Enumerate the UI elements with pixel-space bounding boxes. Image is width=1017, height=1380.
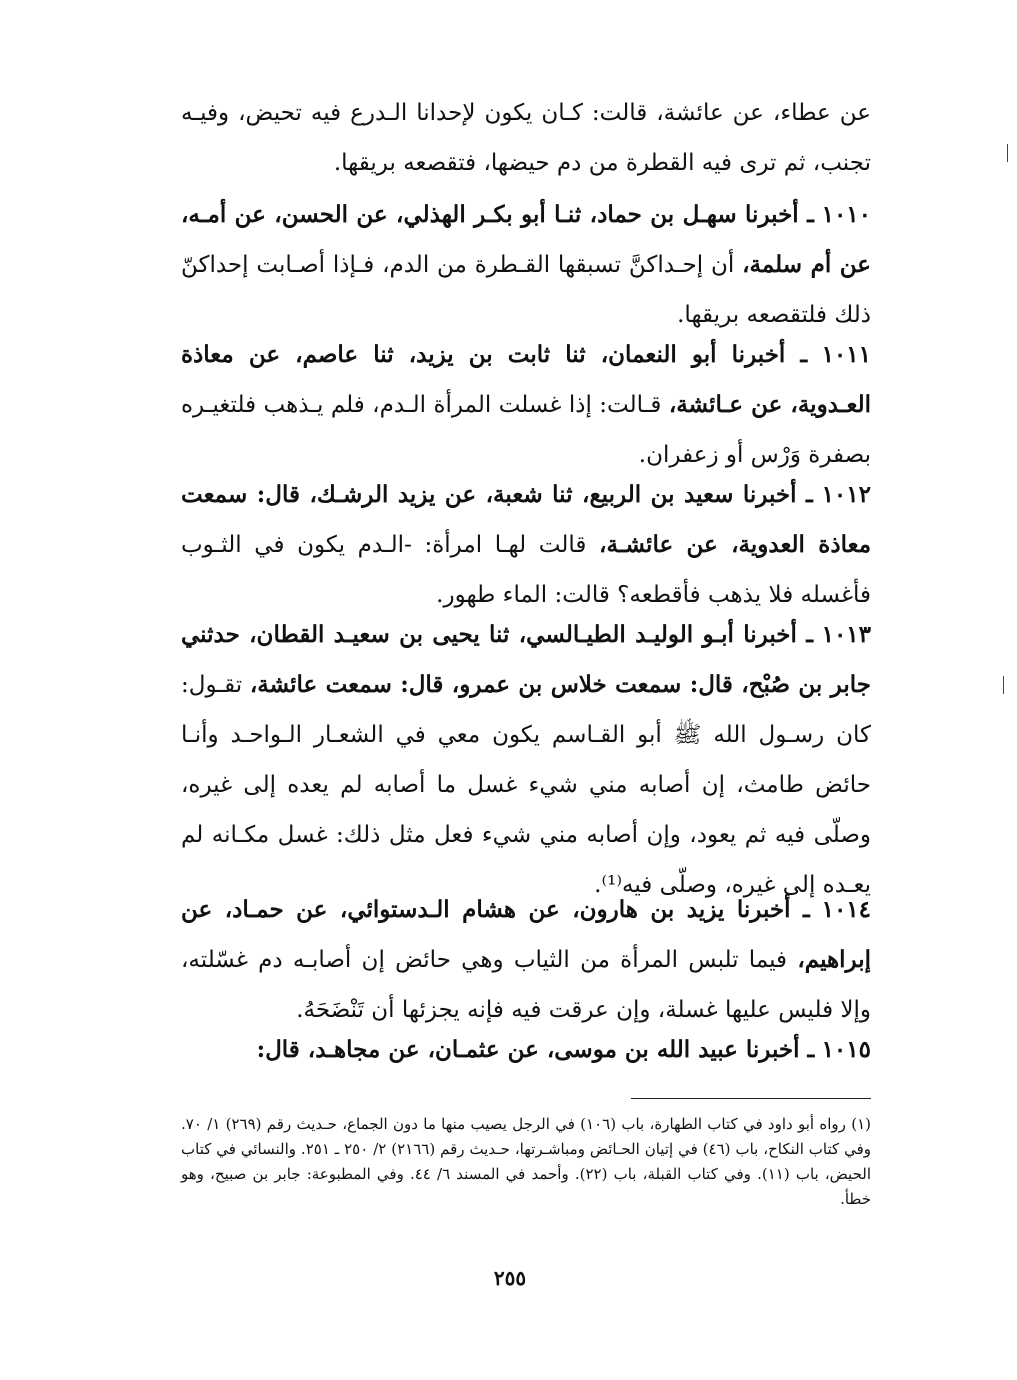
hadith-number: ١٠١٥ [821, 1036, 871, 1063]
hadith-text: أن إحـداكنَّ تسبقها القـطرة من الدم، فـإذا أصـابت إحداكنّ ذلك فلتقصعه بريقها. [181, 252, 871, 328]
hadith-text: قـالت: إذا غسلت المرأة الـدم، فلم يـذهب فلتغيـره بصفرة وَرْس أو زعفران. [181, 392, 871, 468]
hadith-chain: أخبرنا يزيد بن هارون، عن هشام الـدستوائي، عن حمـاد، عن إبراهيم، [181, 896, 872, 973]
hadith-number: ١٠١٠ [821, 201, 872, 228]
hadith-chain: أخبرنا أبو النعمان، ثنا ثابت بن يزيد، ثنا عاصم، عن معاذة العـدوية، عن عـائشة، [181, 341, 871, 418]
hadith-number: ١٠١٣ [821, 621, 872, 648]
hadith-1014: ١٠١٤ ـ أخبرنا يزيد بن هارون، عن هشام الـدستوائي، عن حمـاد، عن إبراهيم، فيما تلبس المرأة من الثياب وهي حائض إن أصابـه دم غسّلته، وإلا فليس عليها غسلة، وإن عرقت فيه فإنه يجزئها أن تَنْضَحَهُ. [181, 896, 872, 1023]
hadith-1012: ١٠١٢ ـ أخبرنا سعيد بن الربيع، ثنا شعبة، عن يزيد الرشـك، قال: سمعت معاذة العدوية، عن عائشـة، قالت لهـا امرأة: ‑الـدم يكون في الثـوب فأغسله فلا يذهب فأقطعه؟ قالت: الماء طهور. [181, 481, 872, 608]
paragraph-text: عن عطاء، عن عائشة، قالت: كـان يكون لإحدانا الـدرع فيه تحيض، وفيـه تجنب، ثم ترى فيه القطرة من دم حيضها، فتقصعه بريقها. [181, 100, 871, 176]
hadith-chain: أخبرنا أبـو الوليـد الطيـالسي، ثنا يحيى بن سعيـد القطان، حدثني جابر بن صُبْح، قال: سمعت خلاس بن عمرو، قال: سمعت عائشة، [181, 621, 871, 698]
hadith-chain: أخبرنا سهـل بن حماد، ثنـا أبو بكـر الهذلي، عن الحسن، عن أمـه، عن أم سلمة، [181, 201, 871, 278]
hadith-chain: أخبرنا سعيد بن الربيع، ثنا شعبة، عن يزيد الرشـك، قال: سمعت معاذة العدوية، عن عائشـة، [181, 481, 872, 558]
hadith-text: قالت لهـا امرأة: ‑الـدم يكون في الثـوب فأغسله فلا يذهب فأقطعه؟ قالت: الماء طهور. [181, 532, 871, 608]
hadith-number: ١٠١٤ [821, 896, 872, 923]
margin-mark [1007, 144, 1012, 162]
footnote-divider [631, 1098, 871, 1099]
hadith-number: ١٠١٢ [821, 481, 871, 508]
hadith-1010: ١٠١٠ ـ أخبرنا سهـل بن حماد، ثنـا أبو بكـر الهذلي، عن الحسن، عن أمـه، عن أم سلمة، أن إحـداكنَّ تسبقها القـطرة من الدم، فـإذا أصـابت إحداكنّ ذلك فلتقصعه بريقها. [181, 201, 872, 328]
paragraph-continuation [181, 88, 871, 188]
margin-mark [1003, 676, 1008, 694]
hadith-chain: أخبرنا عبيد الله بن موسى، عن عثمـان، عن مجاهـد، قال: [256, 1036, 800, 1063]
hadith-1015: ١٠١٥ ـ أخبرنا عبيد الله بن موسى، عن عثمـان، عن مجاهـد، قال: [256, 1036, 871, 1063]
hadith-number: ١٠١١ [821, 341, 871, 368]
page-number: ٢٥٥ [493, 1266, 527, 1290]
footnotes [181, 1112, 871, 1212]
hadith-text: فيما تلبس المرأة من الثياب وهي حائض إن أصابـه دم غسّلته، وإلا فليس عليها غسلة، وإن عرقت فيه فإنه يجزئها أن تَنْضَحَهُ. [181, 947, 871, 1023]
footnote-1: (١) رواه أبو داود في كتاب الطهارة، باب (١٠٦) في الرجل يصيب منها ما دون الجماع، حـديث رقم (٢٦٩) ١/ ٧٠. وفي كتاب النكاح، باب (٤٦) في إتيان الحـائض ومباشـرتها، حـديث رقم (٢١٦٦) ٢/ ٢٥٠ ـ ٢٥١. والنسائي في كتاب الحيض، باب (١١). وفي كتاب القبلة، باب (٢٢). وأحمد في المسند ٦/ ٤٤. وفي المطبوعة: جابر بن صبيح، وهو خطأ. [181, 1115, 872, 1208]
hadith-text: تقـول: كان رسـول الله ﷺ أبو القـاسم يكون معي في الشعـار الـواحـد وأنـا حائض طامث، إن أصابه مني شيء غسل ما أصابه لم يعده إلى غيره، وصلّى فيه ثم يعود، وإن أصابه مني شيء فعل مثل ذلك: غسل مكـانه لم يعـده إلى غيره، وصلّى فيه⁽¹⁾. [181, 672, 871, 898]
hadith-1013: ١٠١٣ ـ أخبرنا أبـو الوليـد الطيـالسي، ثنا يحيى بن سعيـد القطان، حدثني جابر بن صُبْح، قال: سمعت خلاس بن عمرو، قال: سمعت عائشة، تقـول: كان رسـول الله ﷺ أبو القـاسم يكون معي في الشعـار الـواحـد وأنـا حائض طامث، إن أصابه مني شيء غسل ما أصابه لم يعده إلى غيره، وصلّى فيه ثم يعود، وإن أصابه مني شيء فعل مثل ذلك: غسل مكـانه لم يعـده إلى غيره، وصلّى فيه⁽¹⁾. [181, 621, 872, 898]
hadith-1011: ١٠١١ ـ أخبرنا أبو النعمان، ثنا ثابت بن يزيد، ثنا عاصم، عن معاذة العـدوية، عن عـائشة، قـالت: إذا غسلت المرأة الـدم، فلم يـذهب فلتغيـره بصفرة وَرْس أو زعفران. [181, 341, 871, 468]
